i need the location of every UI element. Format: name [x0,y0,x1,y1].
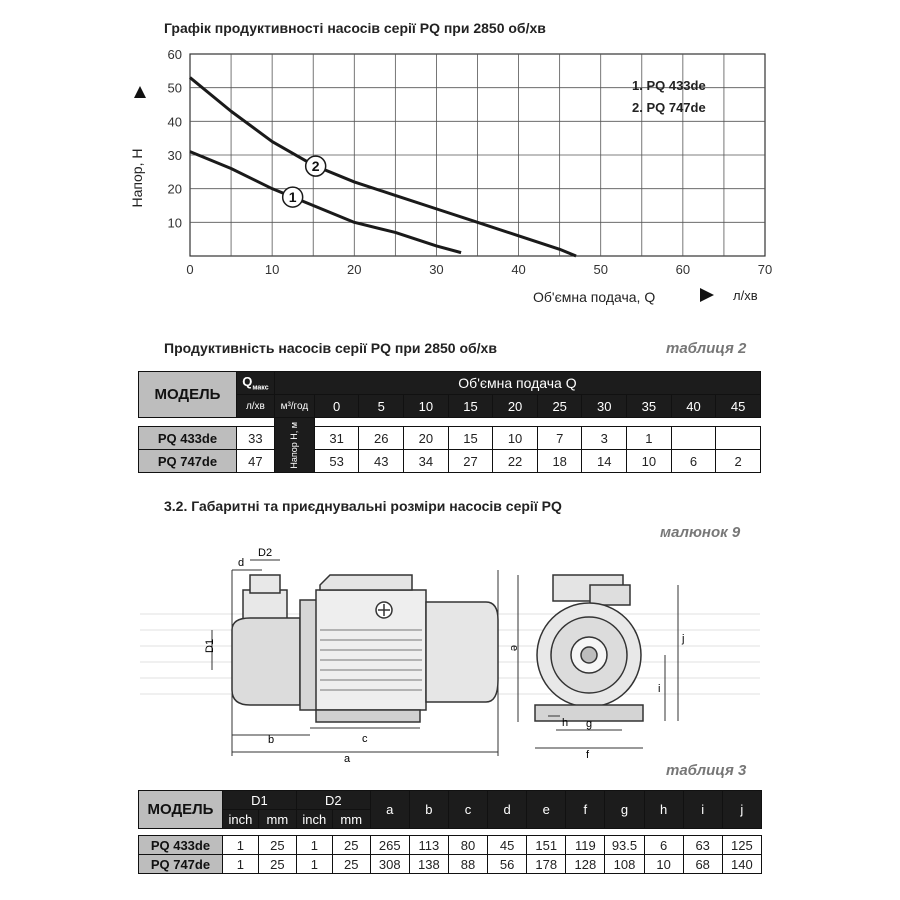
head-value: 3 [582,427,627,450]
head-value: 10 [493,427,538,450]
dim-value: 56 [488,855,527,874]
x-tick-label: 20 [347,262,362,277]
dim-value: 125 [722,836,761,855]
column-header: e [527,791,566,829]
x-tick-label: 30 [429,262,444,277]
head-label: Напор Н, м [289,421,300,469]
label-j: j [682,633,685,645]
y-tick-label: 60 [167,47,182,62]
head-value: 15 [448,427,493,450]
dim-value: 1 [296,855,332,874]
label-c: c [362,733,368,745]
head-value: 6 [671,450,716,473]
column-header: d [488,791,527,829]
flow-value: 25 [537,395,582,418]
performance-chart [0,0,900,320]
dim-value: 25 [258,836,296,855]
column-header: j [722,791,761,829]
row-qmax: 33 [236,427,274,450]
model-header: МОДЕЛЬ [139,791,223,829]
pump-side-view [232,575,498,722]
row-model: PQ 747de [139,855,223,874]
label-D1: D1 [204,638,216,653]
column-header: i [683,791,722,829]
flow-value: 30 [582,395,627,418]
head-value: 1 [627,427,672,450]
group-D2: D2 [296,791,370,810]
row-model: PQ 433de [139,836,223,855]
dim-value: 93.5 [605,836,644,855]
column-header: g [605,791,644,829]
performance-table [138,371,761,473]
head-value: 22 [493,450,538,473]
y-tick-label: 10 [167,215,182,231]
dim-value: 1 [222,855,258,874]
section-heading: 3.2. Габаритні та приєднувальні розміри насосів серії PQ [164,498,562,514]
table-row [139,836,762,855]
label-g: g [586,718,593,730]
label-f: f [586,749,590,761]
pump-dimension-drawing [0,530,900,770]
head-value: 31 [314,427,359,450]
dim-value: 128 [566,855,605,874]
chart-title: Графік продуктивності насосів серії PQ при 2850 об/хв [164,20,546,36]
head-value: 14 [582,450,627,473]
head-value: 20 [404,427,449,450]
series-marker-label: 2 [311,158,320,175]
dim-value: 140 [722,855,761,874]
dim-value: 178 [527,855,566,874]
row-qmax: 47 [236,450,274,473]
group-D1: D1 [222,791,296,810]
label-D2: D2 [258,547,273,559]
chart-curves [190,78,576,256]
table3-spacer [139,829,762,836]
dim-value: 10 [644,855,683,874]
column-header: b [409,791,448,829]
figure-label: малюнок 9 [660,524,741,541]
y-axis-arrow-icon [134,86,146,98]
column-header: a [370,791,409,829]
y-tick-label: 30 [167,148,182,163]
label-e: e [508,645,520,652]
legend-item-1: 1. PQ 433de [632,78,706,93]
pump-front-view [535,575,643,721]
label-a: a [344,753,351,765]
column-header: h [644,791,683,829]
table2-label: таблиця 2 [666,340,747,357]
label-h: h [562,717,569,729]
row-model: PQ 433de [139,427,237,450]
dim-value: 45 [488,836,527,855]
table2-spacer [139,418,761,427]
dim-value: 88 [448,855,487,874]
table2-title: Продуктивність насосів серії PQ при 2850 об/хв [164,340,497,356]
subheader: mm [258,810,296,829]
y-axis-label: Напор, Н [129,148,145,208]
head-value: 34 [404,450,449,473]
table-row [139,855,762,874]
legend-item-2: 2. PQ 747de [632,100,706,115]
dimensions-table [138,790,762,874]
table3-header-row [139,791,762,810]
dim-value: 108 [605,855,644,874]
row-model: PQ 747de [139,450,237,473]
series-marker-label: 1 [288,189,297,206]
flow-value: 15 [448,395,493,418]
dim-value: 25 [258,855,296,874]
dim-value: 308 [370,855,409,874]
subheader: mm [332,810,370,829]
table-row [139,427,761,450]
y-tick-label: 40 [167,114,182,130]
table3-label: таблиця 3 [666,762,747,779]
x-axis-label: Об'ємна подача, Q [533,289,656,305]
x-tick-label: 40 [511,262,526,277]
head-value: 53 [314,450,359,473]
dim-value: 68 [683,855,722,874]
flow-value: 10 [404,395,449,418]
column-header: f [566,791,605,829]
head-value: 7 [537,427,582,450]
dim-value: 25 [332,855,370,874]
head-value: 43 [359,450,404,473]
x-tick-label: 0 [186,262,194,277]
dim-value: 119 [566,836,605,855]
label-d: d [238,557,245,569]
label-i: i [658,683,661,695]
dim-value: 80 [448,836,487,855]
head-value: 10 [627,450,672,473]
flow-header: Об'ємна подача Q [274,372,760,395]
dim-value: 1 [222,836,258,855]
table2-header-row [139,372,761,395]
head-value: 26 [359,427,404,450]
dim-value: 25 [332,836,370,855]
dim-value: 1 [296,836,332,855]
subheader: inch [296,810,332,829]
flow-value: 0 [314,395,359,418]
dim-value: 265 [370,836,409,855]
dim-value: 6 [644,836,683,855]
qmax-header: $Q_{макс}$ [236,372,274,395]
dim-value: 138 [409,855,448,874]
x-axis-unit: л/хв [733,288,758,303]
label-b: b [268,734,275,746]
subheader: inch [222,810,258,829]
table-row [139,450,761,473]
dim-value: 63 [683,836,722,855]
head-label-cell [274,418,314,473]
y-tick-label: 20 [167,181,182,197]
flow-value: 35 [627,395,672,418]
unit-m3h: м³/год [274,395,314,418]
flow-value: 5 [359,395,404,418]
y-tick-label: 50 [167,80,182,96]
head-value [671,427,716,450]
column-header: c [448,791,487,829]
dim-value: 151 [527,836,566,855]
x-tick-label: 10 [264,262,280,277]
unit-lpm: л/хв [236,395,274,418]
head-value [716,427,761,450]
x-tick-label: 60 [675,262,691,277]
head-value: 18 [537,450,582,473]
head-value: 2 [716,450,761,473]
x-tick-label: 70 [757,262,773,277]
x-axis-arrow-icon [700,288,714,302]
flow-value: 45 [716,395,761,418]
flow-value: 20 [493,395,538,418]
head-value: 27 [448,450,493,473]
dim-value: 113 [409,836,448,855]
x-tick-label: 50 [593,262,608,277]
flow-value: 40 [671,395,716,418]
model-header: МОДЕЛЬ [139,372,237,418]
